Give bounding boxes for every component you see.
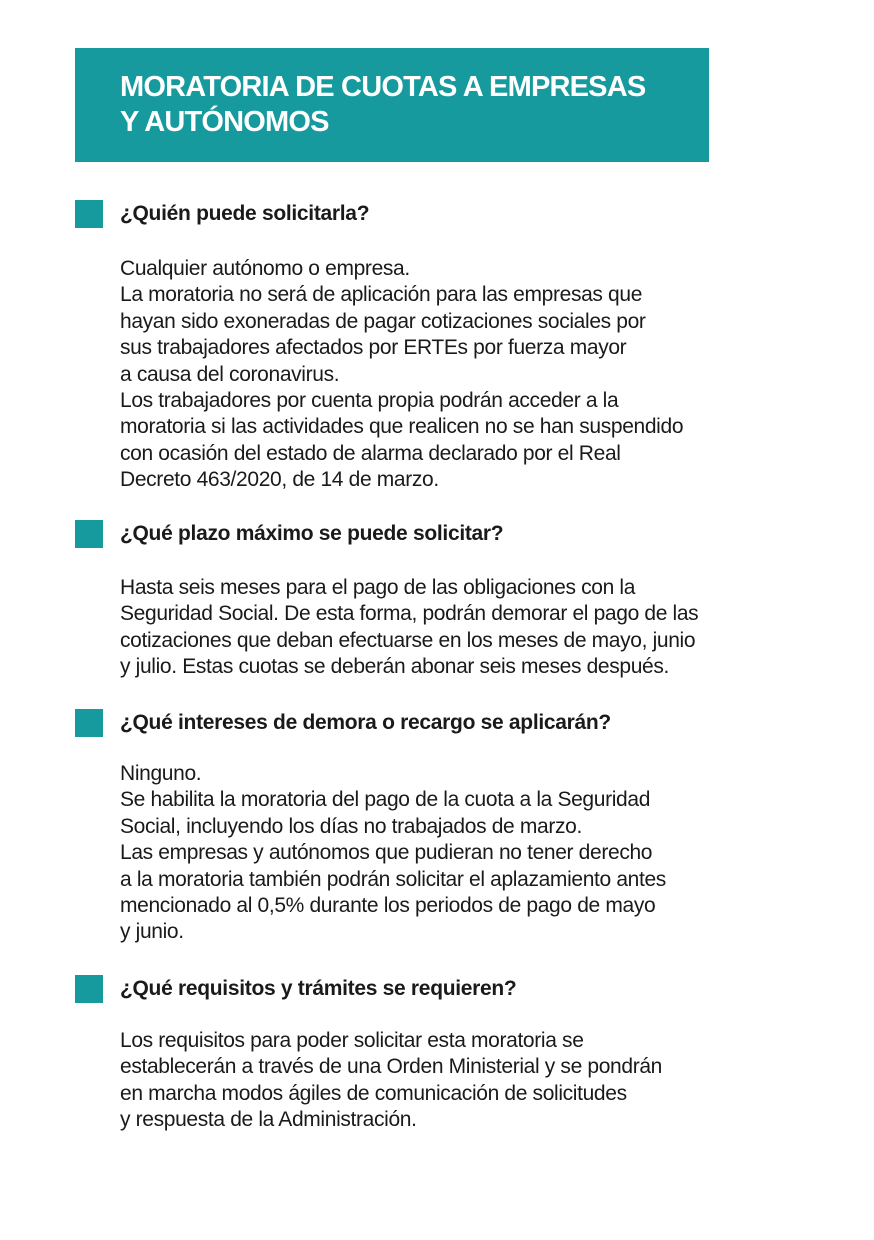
- body-line: Los trabajadores por cuenta propia podrán acceder a la: [120, 389, 619, 413]
- body-line: sus trabajadores afectados por ERTEs por fuerza mayor: [120, 336, 627, 360]
- body-line: en marcha modos ágiles de comunicación de solicitudes: [120, 1081, 627, 1105]
- body-line: Se habilita la moratoria del pago de la cuota a la Seguridad: [120, 788, 651, 812]
- body-line: cotizaciones que deban efectuarse en los meses de mayo, junio: [120, 628, 696, 652]
- body-line: hayan sido exoneradas de pagar cotizaciones sociales por: [120, 309, 646, 333]
- page-title-line-1: MORATORIA DE CUOTAS A EMPRESAS: [120, 71, 646, 103]
- body-line: establecerán a través de una Orden Ministerial y se pondrán: [120, 1055, 663, 1079]
- square-bullet-icon: [75, 200, 103, 228]
- body-line: y junio.: [120, 920, 184, 944]
- section-body-plazo: [120, 575, 810, 681]
- body-line: Cualquier autónomo o empresa.: [120, 257, 410, 280]
- body-line: a causa del coronavirus.: [120, 362, 340, 386]
- body-line: moratoria si las actividades que realicen no se han suspendido: [120, 415, 684, 439]
- square-bullet-icon: [75, 520, 103, 548]
- page-title-line-2: Y AUTÓNOMOS: [120, 106, 329, 138]
- body-line: Hasta seis meses para el pago de las obligaciones con la: [120, 576, 636, 599]
- section-body-quien: [120, 256, 810, 494]
- body-line: Seguridad Social. De esta forma, podrán demorar el pago de las: [120, 602, 699, 626]
- square-bullet-icon: [75, 709, 103, 737]
- section-heading-text: ¿Qué intereses de demora o recargo se aplicarán?: [120, 711, 611, 734]
- body-line: Las empresas y autónomos que pudieran no tener derecho: [120, 841, 653, 865]
- body-line: Decreto 463/2020, de 14 de marzo.: [120, 468, 439, 492]
- body-line: Los requisitos para poder solicitar esta moratoria se: [120, 1029, 584, 1052]
- section-heading-text: ¿Qué plazo máximo se puede solicitar?: [120, 522, 504, 545]
- section-body-requisitos: [120, 1028, 810, 1134]
- body-line: mencionado al 0,5% durante los periodos de pago de mayo: [120, 894, 656, 918]
- section-heading-text: ¿Quién puede solicitarla?: [120, 202, 370, 225]
- body-line: y respuesta de la Administración.: [120, 1108, 417, 1132]
- body-line: con ocasión del estado de alarma declarado por el Real: [120, 441, 621, 465]
- square-bullet-icon: [75, 975, 103, 1003]
- body-line: a la moratoria también podrán solicitar el aplazamiento antes: [120, 867, 666, 891]
- section-heading-text: ¿Qué requisitos y trámites se requieren?: [120, 977, 517, 1000]
- body-line: Ninguno.: [120, 762, 202, 785]
- body-line: Social, incluyendo los días no trabajados de marzo.: [120, 814, 582, 838]
- body-line: La moratoria no será de aplicación para las empresas que: [120, 283, 643, 307]
- section-body-intereses: [120, 761, 810, 946]
- body-line: y julio. Estas cuotas se deberán abonar seis meses después.: [120, 655, 670, 679]
- title-banner: [75, 48, 709, 162]
